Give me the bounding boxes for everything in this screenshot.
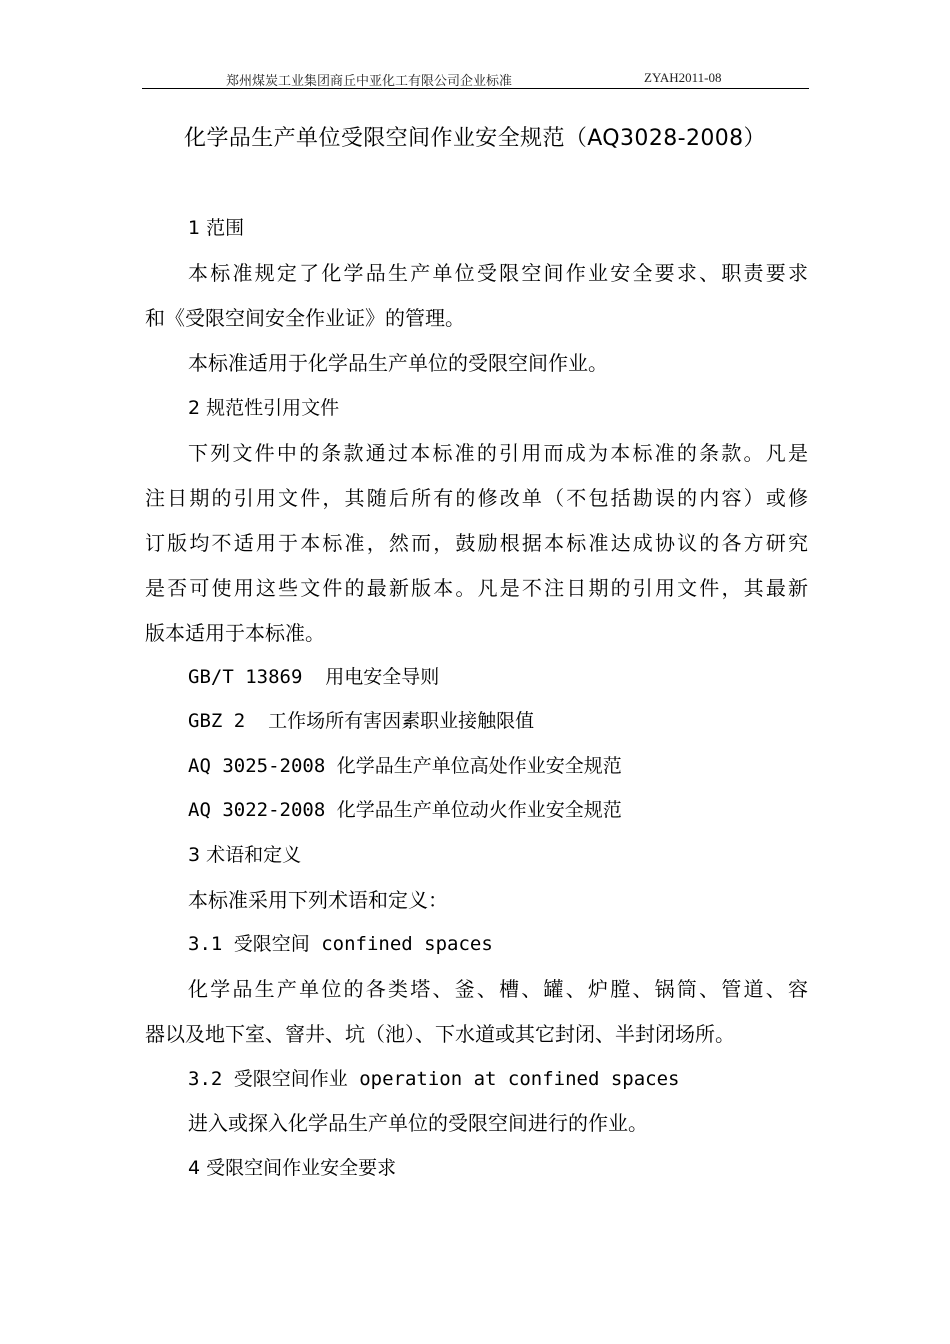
term-3-2-definition: 进入或探入化学品生产单位的受限空间进行的作业。 bbox=[188, 1111, 648, 1135]
term-3-1-definition-line-2: 器以及地下室、窨井、坑（池）、下水道或其它封闭、半封闭场所。 bbox=[145, 1022, 735, 1046]
header-organization: 郑州煤炭工业集团商丘中亚化工有限公司企业标准 bbox=[226, 73, 513, 88]
reference-item: GBZ 2 工作场所有害因素职业接触限值 bbox=[188, 710, 535, 732]
reference-item: AQ 3022-2008 化学品生产单位动火作业安全规范 bbox=[188, 799, 622, 821]
term-3-1-definition-line-1: 化学品生产单位的各类塔、釜、槽、罐、炉膛、锅筒、管道、容 bbox=[188, 977, 808, 1001]
header-standard-code: ZYAH2011-08 bbox=[644, 70, 722, 85]
document-title: 化学品生产单位受限空间作业安全规范（AQ3028-2008） bbox=[184, 126, 766, 151]
term-3-1: 3.1 受限空间 confined spaces bbox=[188, 933, 493, 955]
section-1-paragraph-1-line-2: 和《受限空间安全作业证》的管理。 bbox=[145, 306, 465, 330]
section-2-paragraph-line-4: 是否可使用这些文件的最新版本。凡是不注日期的引用文件，其最新 bbox=[145, 576, 808, 600]
section-3-intro: 本标准采用下列术语和定义： bbox=[188, 888, 448, 912]
reference-item: GB/T 13869 用电安全导则 bbox=[188, 666, 440, 688]
section-1-heading: 1 范围 bbox=[188, 217, 245, 239]
section-4-heading: 4 受限空间作业安全要求 bbox=[188, 1157, 397, 1179]
section-1-paragraph-1-line-1: 本标准规定了化学品生产单位受限空间作业安全要求、职责要求 bbox=[188, 261, 808, 285]
section-2-paragraph-line-2: 注日期的引用文件，其随后所有的修改单（不包括勘误的内容）或修 bbox=[145, 486, 808, 510]
section-2-paragraph-line-1: 下列文件中的条款通过本标准的引用而成为本标准的条款。凡是 bbox=[188, 441, 808, 465]
term-3-2: 3.2 受限空间作业 operation at confined spaces bbox=[188, 1068, 680, 1090]
section-1-paragraph-2: 本标准适用于化学品生产单位的受限空间作业。 bbox=[188, 351, 608, 375]
section-2-paragraph-line-5: 版本适用于本标准。 bbox=[145, 621, 325, 645]
section-2-paragraph-line-3: 订版均不适用于本标准，然而，鼓励根据本标准达成协议的各方研究 bbox=[145, 531, 808, 555]
reference-item: AQ 3025-2008 化学品生产单位高处作业安全规范 bbox=[188, 755, 622, 777]
page-header bbox=[142, 68, 809, 89]
section-2-heading: 2 规范性引用文件 bbox=[188, 397, 340, 419]
section-3-heading: 3 术语和定义 bbox=[188, 844, 302, 866]
